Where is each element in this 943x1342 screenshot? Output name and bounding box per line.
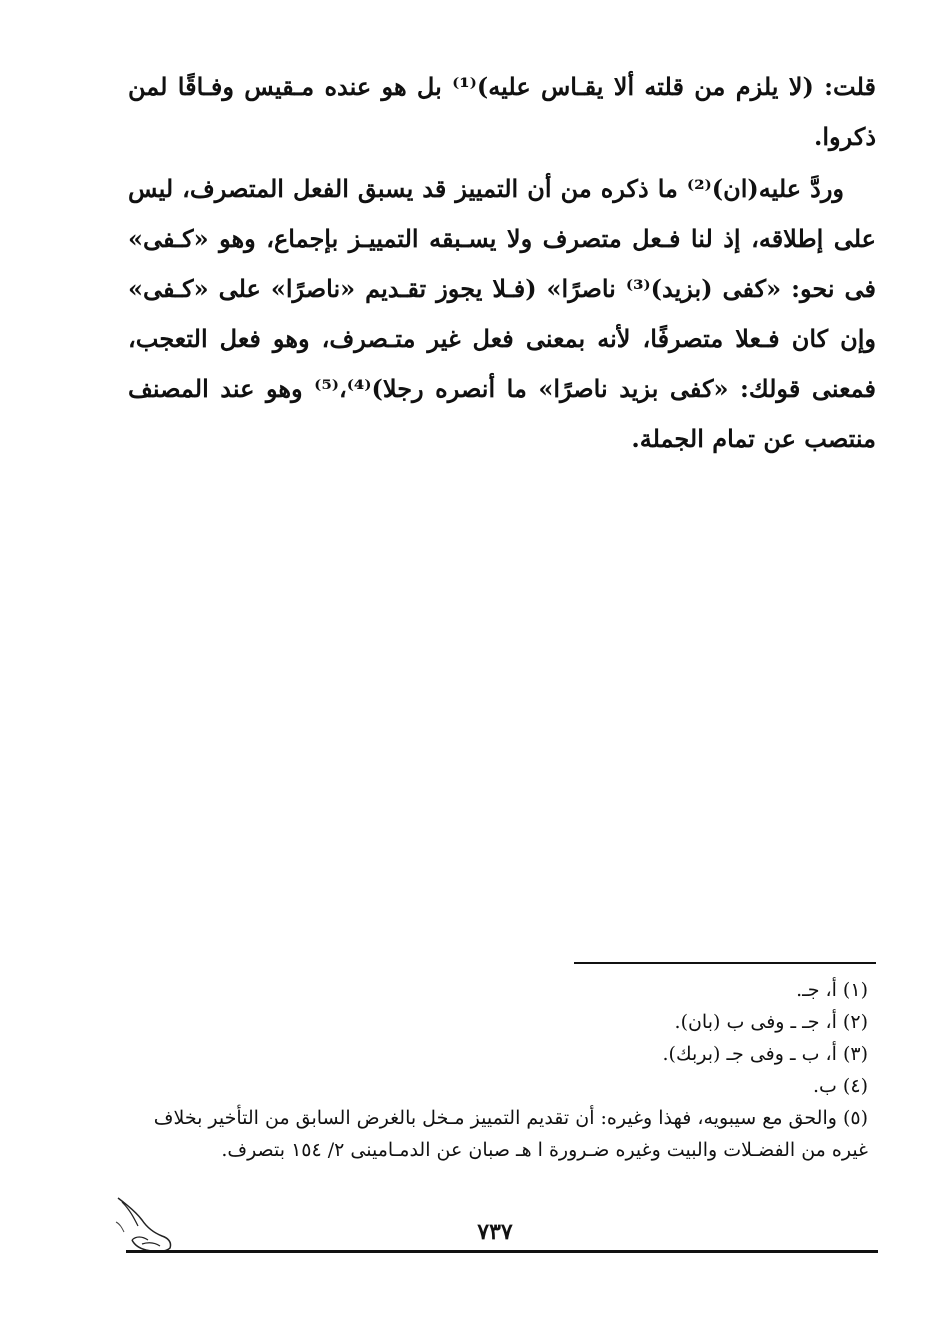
page-number: ٧٣٧ <box>477 1219 513 1245</box>
footnote-4: (٤) ب. <box>812 1075 868 1097</box>
footnote-3: (٣) أ، ب ـ وفى جـ (بربك). <box>662 1043 868 1065</box>
main-text <box>128 62 876 464</box>
footnote-1: (١) أ، جـ. <box>796 979 868 1001</box>
paragraph-1: قلت: (لا يلزم من قلته ألا يقـاس عليه)⁽¹⁾ بل هو عنده مـقيس وفـاقًا لمن ذكروا. <box>128 72 876 151</box>
footnote-divider <box>574 962 876 964</box>
footnote-2: (٢) أ، جـ ـ وفى ب (بان). <box>674 1011 868 1033</box>
paragraph-2: وردَّ عليه(ان)⁽²⁾ ما ذكره من أن التمييز قد يسبق الفعل المتصرف، ليس على إطلاقه، إذ لنا فـعل متصرف ولا يسـبقه التمييـز بإجماع، وهو «كـفى» فى نحو: «كفى (بزيد)⁽³⁾ ناصرًا» (فـلا يجوز تقـديم «ناصرًا» على «كـفى» وإن كان فـعلا متصرفًا، لأنه بمعنى فعل غير متـصرف، وهو فعل التعجب، فمعنى قولك: «كفى بزيد ناصرًا» ما أنصره رجلا)⁽⁴⁾،⁽⁵⁾ وهو عند المصنف منتصب عن تمام الجملة. <box>128 174 877 453</box>
footnotes <box>118 974 868 1166</box>
pointing-hand-icon <box>112 1192 182 1256</box>
footnote-5: (٥) والحق مع سيبويه، فهذا وغيره: أن تقديم التمييز مـخل بالغرض السابق من التأخير بخلاف غيره من الفضـلات والبيت وغيره ضـرورة ا هـ صبان عن الدمـامينى ٢/ ١٥٤ بتصرف. <box>153 1107 868 1161</box>
bottom-divider <box>126 1250 878 1253</box>
